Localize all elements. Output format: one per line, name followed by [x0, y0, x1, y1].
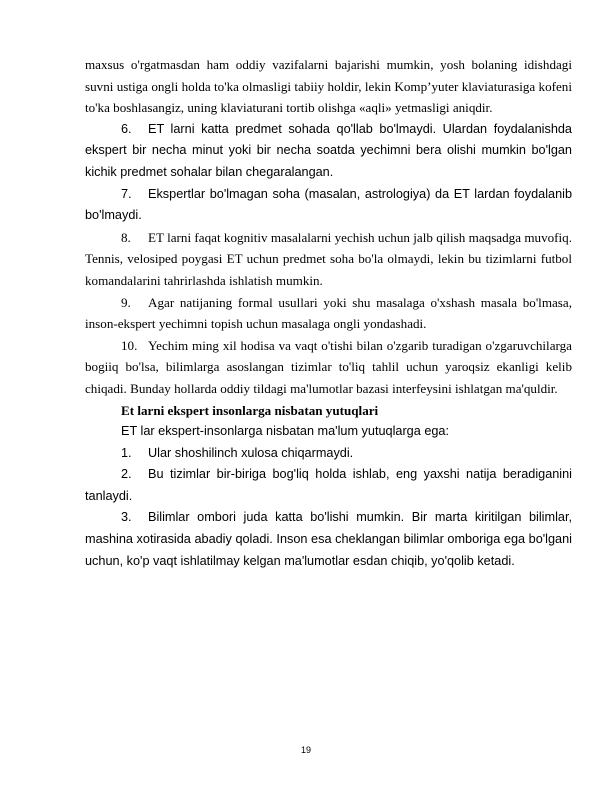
- list-item-7: [85, 184, 572, 227]
- lead-paragraph: ET lar ekspert-insonlarga nisbatan ma'lum yutuqlarga ega:: [121, 424, 450, 439]
- list-number: 7.: [121, 186, 132, 201]
- page-number: 19: [300, 745, 311, 755]
- intro-paragraph: maxsus o'rgatmasdan ham oddiy vazifalarni bajarishi mumkin, yosh bolaning idishdagi suvni ustiga ongli holda to'ka olmasligi tabiiy holdir, lekin Komp’yuter klaviaturasiga kofeni to'ka boshlasangiz, uning klaviaturani tortib olishga «aqli» yetmasligi aniqdir.: [85, 57, 572, 116]
- list-number: 10.: [121, 337, 138, 353]
- list-text: Yechim ming xil hodisa va vaqt o'tishi bilan o'zgarib turadigan o'zgaruvchilarga bogiiq bo'lsa, bilimlarga asoslangan tizimlar to'liq tahlil uchun yaroqsiz ekanligi kelib chiqadi. Bunday hollarda oddiy tildagi ma'lumotlar bazasi interfeysini ishlatgan ma'quldir.: [85, 337, 572, 396]
- list-text: Bilimlar ombori juda katta bo'lishi mumkin. Bir marta kiritilgan bilimlar, mashina xotirasida abadiy qoladi. Inson esa cheklangan bilimlar omboriga ega bo'lgani uchun, ko'p vaqt ishlatilmay kelgan ma'lumotlar esdan chiqib, yo'qolib ketadi.: [85, 510, 572, 568]
- list-text: Ekspertlar bo'lmagan soha (masalan, astrologiya) da ET lardan foydalanib bo'lmaydi.: [85, 186, 572, 223]
- list-item-2: [85, 464, 572, 507]
- list-text: ET larni faqat kognitiv masalalarni yechish uchun jalb qilish maqsadga muvofiq. Tennis, velosiped poygasi ET uchun predmet soha bo'la olmaydi, lekin bu tizimlarni futbol komandalarini tahrirlashda ishlatish mumkin.: [85, 229, 572, 288]
- list-number: 6.: [121, 121, 132, 136]
- list-text: Bu tizimlar bir-biriga bog'liq holda ishlab, eng yaxshi natija beradiganini tanlaydi.: [85, 467, 572, 503]
- list-item-10: [85, 335, 572, 400]
- list-item-3: [85, 507, 572, 572]
- list-number: 2.: [121, 467, 132, 482]
- list-text: Agar natijaning formal usullari yoki shu masalaga o'xshash masala bo'lmasa, inson-ekspert yechimni topish uchun masalaga ongli yondashadi.: [85, 294, 572, 332]
- list-number: 1.: [121, 445, 132, 460]
- list-item-1: [85, 443, 572, 465]
- list-text: Ular shoshilinch xulosa chiqarmaydi.: [148, 445, 354, 460]
- list-number: 8.: [121, 229, 131, 245]
- section-heading: Et larni ekspert insonlarga nisbatan yutuqlari: [121, 402, 379, 418]
- list-item-6: [85, 119, 572, 184]
- body-text: [85, 54, 572, 572]
- list-number: 3.: [121, 510, 132, 525]
- list-number: 9.: [121, 294, 131, 310]
- list-item-9: [85, 292, 572, 335]
- list-item-8: [85, 227, 572, 292]
- list-text: ET larni katta predmet sohada qo'llab bo'lmaydi. Ulardan foydalanishda ekspert bir necha minut yoki bir necha soatda yechimni bera olishi mumkin bo'lgan kichik predmet sohalar bilan chegaralangan.: [85, 121, 572, 179]
